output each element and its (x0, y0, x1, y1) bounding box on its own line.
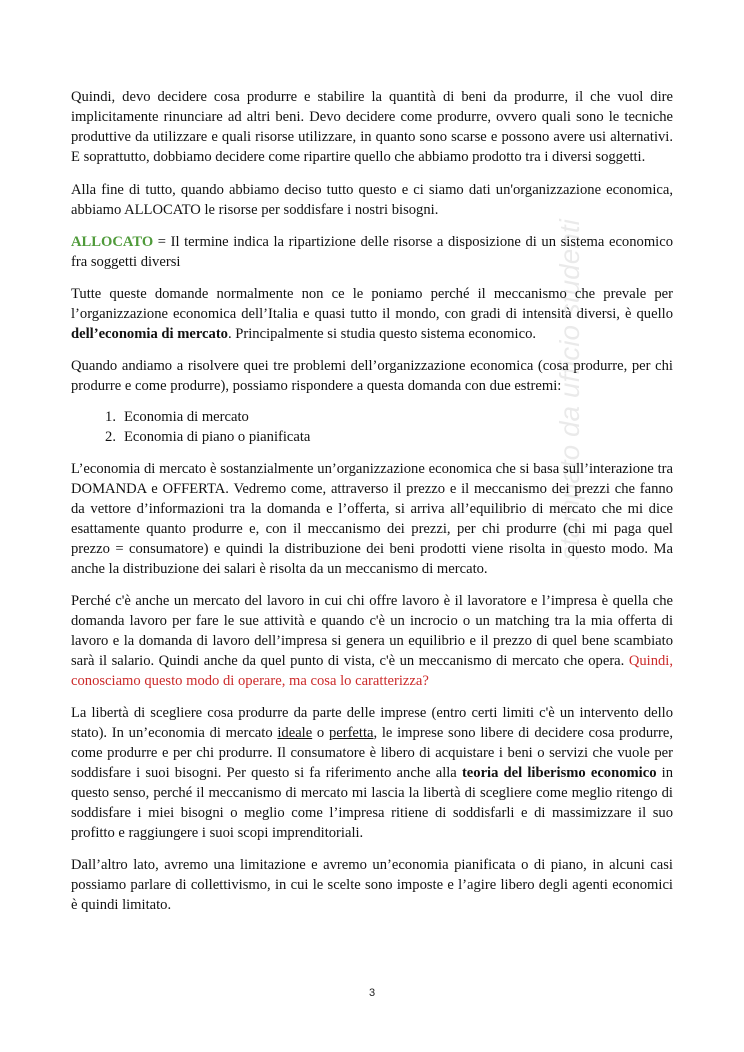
paragraph-6: L’economia di mercato è sostanzialmente un’organizzazione economica che si basa sull’interazione tra DOMANDA e OFFERTA. Vedremo come, attraverso il prezzo e il meccanismo dei prezzi che fanno da vettore d’informazioni tra la domanda e l’offerta, si arriva all’equilibrio di mercato che mi dice esattamente quanto produrre e, con il meccanismo dei prezzi, per chi produrre (chi mi paga quel prezzo = consumatore) e quindi la distribuzione dei beni prodotti viene risolta in questo modo. Ma anche la distribuzione dei salari è risolta da un meccanismo di mercato. (71, 461, 673, 577)
allocato-definition: = Il termine indica la ripartizione delle risorse a disposizione di un sistema economico fra soggetti diversi (71, 234, 673, 270)
list-number: 2. (105, 429, 116, 445)
p8-underline-ideale: ideale (277, 725, 313, 741)
watermark: stampato da ufficio studenti (554, 219, 585, 560)
paragraph-5: Quando andiamo a risolvere quei tre problemi dell’organizzazione economica (cosa produrre, per chi produrre e come produrre), possiamo rispondere a questa domanda con due estremi: (71, 358, 673, 394)
paragraph-2: Alla fine di tutto, quando abbiamo deciso tutto questo e ci siamo dati un'organizzazione economica, abbiamo ALLOCATO le risorse per soddisfare i nostri bisogni. (71, 182, 673, 218)
p4-bold: dell’economia di mercato (71, 326, 228, 342)
allocato-term: ALLOCATO (71, 234, 154, 250)
economy-types-list (71, 407, 631, 447)
page-number: 3 (368, 987, 376, 999)
p8-text-o: o (312, 725, 329, 741)
p8-text-a: La libertà di scegliere cosa produrre da parte delle imprese (entro certi limiti c'è un intervento dello stato). In un’economia di mercato (71, 705, 673, 741)
paragraph-definition (71, 232, 673, 272)
list-label: Economia di mercato (124, 409, 249, 425)
paragraph-9: Dall’altro lato, avremo una limitazione e avremo un’economia pianificata o di piano, in alcuni casi possiamo parlare di collettivismo, in cui le scelte sono imposte e l’agire libero degli agenti economici è quindi limitato. (71, 857, 673, 913)
paragraph-1: Quindi, devo decidere cosa produrre e stabilire la quantità di beni da produrre, il che vuol dire implicitamente rinunciare ad altri beni. Devo decidere come produrre, ovvero quali sono le tecniche produttive da utilizzare e quali risorse utilizzare, in quanto sono scarse e possono avere usi alternativi. E soprattutto, dobbiamo decidere come ripartire quello che abbiamo prodotto tra i diversi soggetti. (71, 89, 673, 165)
list-number: 1. (105, 409, 116, 425)
p7-question: Quindi, conosciamo questo modo di operare, ma cosa lo caratterizza? (71, 653, 673, 689)
p4-text-b: . Principalmente si studia questo sistema economico. (227, 326, 537, 342)
paragraph-4 (71, 284, 673, 344)
p8-text-c: in questo senso, perché il meccanismo di mercato mi lascia la libertà di scegliere come meglio ritengo di soddisfare i miei bisogni o meglio come l’impresa ritiene di soddisfarli e di massimizzare il suo profitto e raggiungere i suoi scopi imprenditoriali. (71, 765, 673, 841)
p8-bold: teoria del liberismo economico (461, 765, 657, 781)
list-label: Economia di piano o pianificata (124, 429, 311, 445)
paragraph-8 (71, 703, 673, 843)
p4-text-a: Tutte queste domande normalmente non ce le poniamo perché il meccanismo che prevale per l’organizzazione economica dell’Italia e quasi tutto il mondo, con gradi di intensità diversi, è quello (71, 286, 673, 322)
p7-text: Perché c'è anche un mercato del lavoro in cui chi offre lavoro è il lavoratore e l’impresa è quella che domanda lavoro per fare le sue attività e quando c'è un incrocio o un matching tra la mia offerta di lavoro e la domanda di lavoro dell’impresa si genera un equilibrio e il prezzo di quel bene scambiato sarà il salario. Quindi anche da quel punto di vista, c'è un meccanismo di mercato che opera. (71, 593, 673, 669)
p8-text-b: , le imprese sono libere di decidere cosa produrre, come produrre e per chi produrre. Il consumatore è libero di acquistare i beni o servizi che vuole per soddisfare i suoi bisogni. Per questo si fa riferimento anche alla (71, 725, 674, 781)
list-item (71, 427, 631, 447)
paragraph-7 (71, 591, 673, 691)
p8-underline-perfetta: perfetta (328, 725, 374, 741)
list-item (71, 407, 631, 427)
